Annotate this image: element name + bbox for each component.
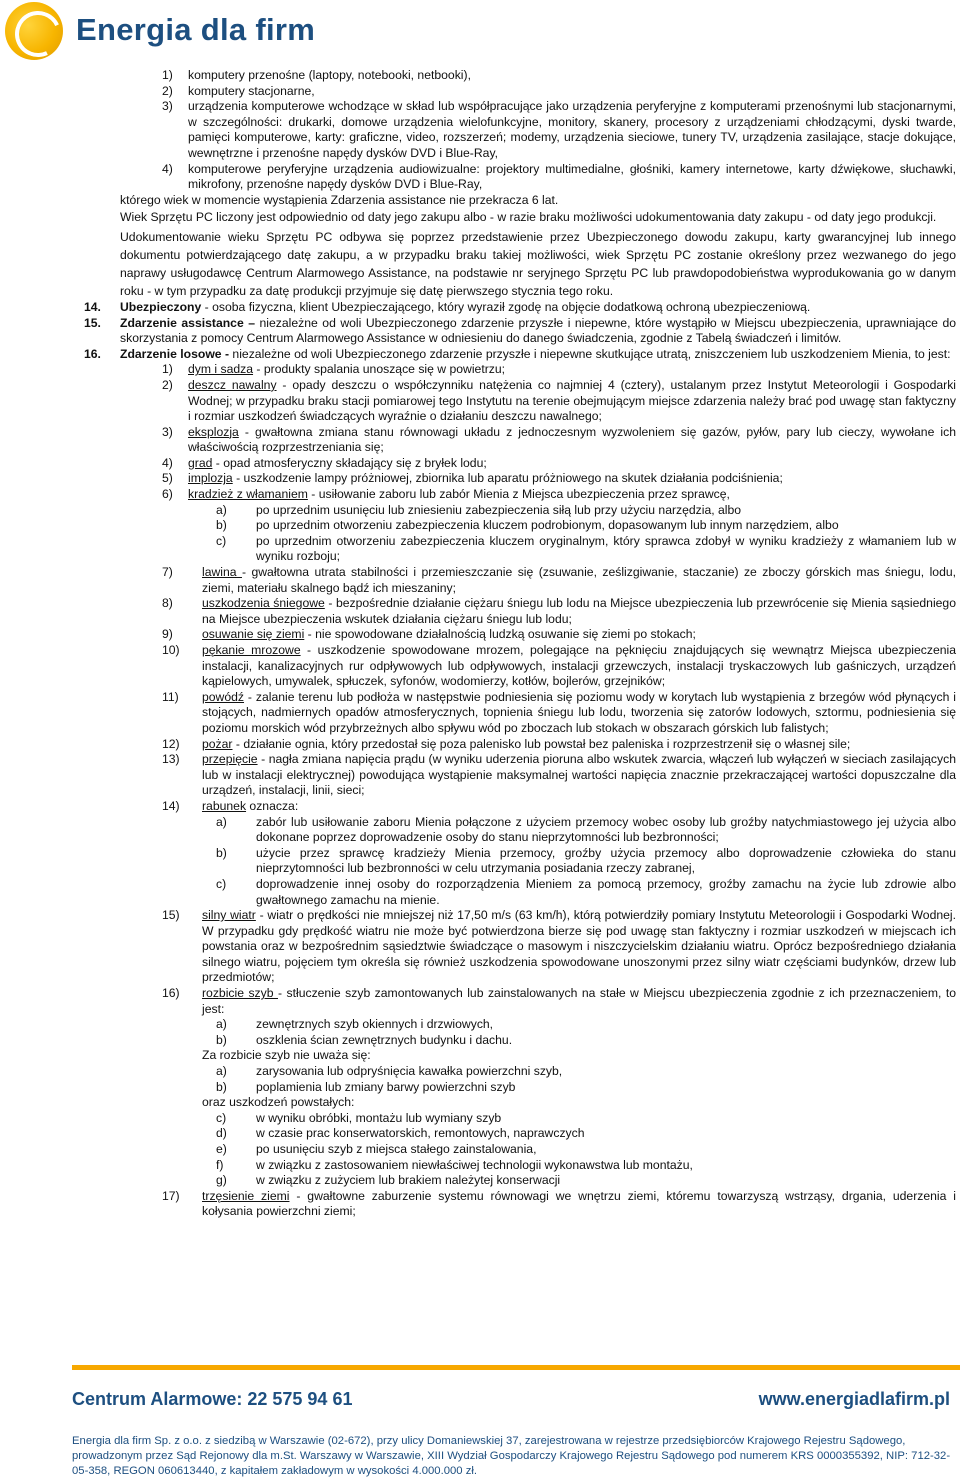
- list-item-number: b): [216, 518, 227, 533]
- definition-14: [0, 300, 960, 316]
- list-item: [0, 815, 960, 846]
- list-item: [0, 799, 960, 815]
- list-item: [0, 518, 960, 534]
- page-header: [0, 0, 960, 70]
- list-item-number: 9): [162, 627, 173, 642]
- list-item-number: 3): [162, 99, 173, 114]
- list-item-term: deszcz nawalny: [188, 377, 277, 392]
- list-item: [0, 737, 960, 753]
- list-item-number: 1): [162, 68, 173, 82]
- list-item-term: kradzież z włamaniem: [188, 487, 308, 502]
- list-item-number: 8): [162, 596, 173, 611]
- list-item-text: - opad atmosferyczny składający się z bryłek lodu;: [212, 455, 487, 470]
- footer-website-link[interactable]: www.energiadlafirm.pl: [758, 1389, 950, 1409]
- glass-damage-list: [0, 1111, 960, 1189]
- list-item: [0, 596, 960, 627]
- list-item-text: w wyniku obróbki, montażu lub wymiany szyb: [256, 1110, 502, 1125]
- list-item-text: - zalanie terenu lub podłoża w następstwie podniesienia się poziomu wody w korytach lub wystąpienia z brzegów wód płynących i stojących, nadmiernych opadów atmosferycznych, topnienia śniegu lub lodu, tworzenia się zatorów lodowych, sztormu, podniesienia się poziomu morskich wód przybrzeżnych albo spływu wód po zboczach lub stokach w obszarach górskich lub falistych;: [202, 689, 956, 735]
- list-item-term: dym i sadza: [188, 362, 254, 377]
- robbery-sublist: [0, 815, 960, 909]
- list-item-text: - gwałtowne zaburzenie systemu równowagi we wnętrzu ziemi, któremu towarzyszą wstrząsy, drgania, uderzenia i kołysania powierzchni ziemi;: [202, 1188, 956, 1219]
- list-item-text: - nagła zmiana napięcia prądu (w wyniku uderzenia pioruna albo wskutek zwarcia, włączeń lub wyłączeń w sieciach zasilających lub w instalacji elektrycznej) powodująca wystąpienie maksymalnej wartości napięcia znacznie przekraczającej wartości dopuszczalne dla urządzeń, instalacji, linii, sieci;: [202, 752, 956, 798]
- list-item: [0, 1033, 960, 1049]
- list-item: [0, 68, 960, 84]
- list-item-term: uszkodzenia śniegowe: [202, 596, 325, 611]
- list-item: [0, 1080, 960, 1096]
- list-item-text: po uprzednim usunięciu lub zniesieniu zabezpieczenia siłą lub przy użyciu narzędzia, albo: [256, 502, 742, 517]
- definition-text: - osoba fizyczna, klient Ubezpieczającego, który wyraził zgodę na objęcie dodatkową ochroną ubezpieczeniową.: [201, 299, 811, 314]
- list-item-text: w czasie prac konserwatorskich, remontowych, naprawczych: [256, 1126, 585, 1141]
- list-item-number: 2): [162, 377, 173, 392]
- list-item-term: implozja: [188, 471, 233, 486]
- glass-damage-intro: oraz uszkodzeń powstałych:: [202, 1095, 355, 1110]
- list-item-text: poplamienia lub zmiany barwy powierzchni szyb: [256, 1079, 516, 1094]
- list-item-number: b): [216, 1032, 227, 1047]
- list-item-number: g): [216, 1173, 227, 1188]
- list-item: [0, 162, 960, 193]
- glass-exclusions-list: [0, 1064, 960, 1095]
- list-item: [0, 1126, 960, 1142]
- list-item-term: pożar: [202, 736, 233, 751]
- list-item-number: 10): [162, 643, 180, 657]
- list-item-number: 3): [162, 424, 173, 439]
- list-item-number: c): [216, 1110, 227, 1125]
- list-item-number: 1): [162, 362, 173, 377]
- event-list-c: [0, 908, 960, 1017]
- list-item: [0, 752, 960, 799]
- list-item-text: - bezpośrednie działanie ciężaru śniegu lub lodu na Miejsce ubezpieczenia lub przewrócenie się Mienia sąsiedniego na Miejsce ubezpieczenia wskutek działania ciężaru śniegu lub lodu;: [202, 596, 956, 626]
- definition-number: 14.: [84, 299, 101, 314]
- list-item: [0, 565, 960, 596]
- definition-number: 16.: [84, 346, 101, 361]
- list-item-text: - nie spowodowane działalnością ludzką osuwanie się ziemi po stokach;: [304, 627, 696, 642]
- list-item-text: oznacza:: [246, 798, 299, 813]
- list-item-number: f): [216, 1157, 224, 1172]
- list-item-text: po uprzednim otworzeniu zabezpieczenia kluczem podrobionym, dopasowanym lub innym narzędziem, albo: [256, 518, 839, 533]
- list-item-text: po usunięciu szyb z miejsca stałego zainstalowania,: [256, 1142, 537, 1156]
- list-item-term: eksplozja: [188, 424, 239, 439]
- list-item: [0, 627, 960, 643]
- footer-phone: Centrum Alarmowe: 22 575 94 61: [72, 1389, 353, 1409]
- list-item-text: komputery przenośne (laptopy, notebooki, netbooki),: [188, 68, 471, 82]
- list-item-text: doprowadzenie innej osoby do rozporządzenia Mieniem za pomocą przemocy, groźby zamachu na życie lub zdrowie albo gwałtownego zamachu na mienie.: [256, 876, 956, 907]
- list-item-number: 11): [162, 689, 179, 704]
- list-item: [0, 362, 960, 378]
- list-item-number: b): [216, 1079, 227, 1094]
- list-item: [0, 643, 960, 690]
- list-item-text: urządzenia komputerowe wchodzące w skład lub współpracujące jako urządzenia peryferyjne z komputerami przenośnymi lub stacjonarnymi, w szczególności: drukarki, domowe urządzenia wielofunkcyjne, monitory, skanery, procesory z urządzeniami chłodzącymi, dyski twarde, pamięci komputerowe, karty: graficzne, video, rozszerzeń; modemy, urządzenia sieciowe, tunery TV, urządzenia zasilające, stacje dokujące, wewnętrzne i przenośne napędy dysków DVD i Blue-Ray,: [188, 99, 956, 160]
- list-item-number: 2): [162, 83, 173, 98]
- list-item-text: w związku z zastosowaniem niewłaściwej technologii wykonawstwa lub montażu,: [256, 1157, 693, 1172]
- list-item: [0, 456, 960, 472]
- list-item: [0, 487, 960, 503]
- list-item: [0, 877, 960, 908]
- list-item-term: trzęsienie ziemi: [202, 1188, 290, 1203]
- list-item-number: 7): [162, 565, 173, 580]
- list-item: [0, 471, 960, 487]
- definition-text: niezależne od woli Ubezpieczonego zdarzenie przyszłe i niepewne, które wystąpiło w Miejscu ubezpieczenia, uprawniające do skorzystania z pomocy Centrum Alarmowego Assistance w odniesieniu do danego świadczenia, zgodnie z Tabelą świadczeń i limitów.: [120, 315, 956, 346]
- list-item-number: e): [216, 1142, 227, 1156]
- definition-term: Zdarzenie assistance –: [120, 315, 256, 330]
- glass-exclusions-intro: Za rozbicie szyb nie uważa się:: [202, 1048, 371, 1063]
- glass-sublist: [0, 1017, 960, 1048]
- list-item: [0, 378, 960, 425]
- brand-name: Energia dla firm: [76, 12, 316, 47]
- list-item-number: 6): [162, 487, 173, 502]
- definition-15: [0, 316, 960, 347]
- list-item-number: 12): [162, 736, 180, 751]
- list-item-number: c): [216, 533, 227, 548]
- list-item-number: a): [216, 502, 227, 517]
- definition-term: Zdarzenie losowe -: [120, 346, 230, 361]
- list-item-text: - gwałtowna zmiana stanu równowagi układu z jednoczesnym wyzwoleniem się gazów, pyłów, pary lub cieczy, wywołane ich właściwością rozprzestrzeniania się;: [188, 424, 956, 455]
- list-item-term: rozbicie szyb: [202, 986, 278, 1001]
- list-item: [0, 84, 960, 100]
- list-item-text: - gwałtowna utrata stabilności i przemieszczanie się (zsuwanie, ześlizgiwanie, staczanie) ze zboczy górskich mas śniegu, lodu, ziemi, materiału skalnego bądź ich mieszaniny;: [202, 565, 957, 595]
- list-item-text: - produkty spalania unoszące się w powietrzu;: [253, 362, 506, 377]
- list-item: [0, 1173, 960, 1189]
- list-item-number: d): [216, 1126, 227, 1141]
- definition-number: 15.: [84, 315, 101, 330]
- definition-text: niezależne od woli Ubezpieczonego zdarzenie przyszłe i niepewne skutkujące utratą, zniszczeniem lub uszkodzeniem Mienia, to jest:: [229, 346, 951, 361]
- list-item-text: komputerowe peryferyjne urządzenia audiowizualne: projektory multimedialne, głośniki, kamery internetowe, karty dźwiękowe, słuchawki, mikrofony, przenośne napędy dysków DVD i Blue-Ray,: [188, 161, 956, 192]
- age-doc-paragraph: Udokumentowanie wieku Sprzętu PC odbywa się poprzez przedstawienie przez Ubezpieczonego dowodu zakupu, karty gwarancyjnej lub innego dokumentu potwierdzającego datę zakupu, a w przypadku braku takiej możliwości, wiek Sprzętu PC zostanie określony przez wezwanego do jego naprawy usługodawcę Centrum Alarmowego Assistance, na podstawie nr seryjnego Sprzętu PC lub prawdopodobieństwa wyprodukowania go w danym roku - w tym przypadku za datę produkcji przyjmuje się datę pierwszego stycznia tego roku.: [120, 229, 956, 298]
- list-item-text: - wiatr o prędkości nie mniejszej niż 17,50 m/s (63 km/h), którą potwierdziły pomiary Instytutu Meteorologii i Gospodarki Wodnej. W przypadku gdy prędkość wiatru nie może być potwierdzona bierze się pod uwagę stan faktyczny i rozmiar uszkodzeń w miejscach ich powstania oraz w bezpośrednim sąsiedztwie świadczące o masowym i niszczycielskim działaniu wiatru. Oprócz bezpośredniego działania silnego wiatru, pojęciem tym określa się również uszkodzenia spowodowane unoszonymi przez silny wiatr częściami budynków, drzew lub przedmiotów;: [202, 908, 957, 985]
- list-item-text: zabór lub usiłowanie zaboru Mienia połączone z użyciem przemocy wobec osoby lub groźby natychmiastowego jej użycia albo dokonane poprzez doprowadzenie osoby do stanu nieprzytomności lub bezbronności;: [256, 814, 956, 845]
- list-item: [0, 99, 960, 161]
- list-item-number: b): [216, 845, 227, 860]
- list-item-text: po uprzednim otworzeniu zabezpieczenia kluczem oryginalnym, który sprawca zdobył w wyniku kradzieży z włamaniem lub w wyniku rozboju;: [256, 533, 956, 564]
- list-item: [0, 534, 960, 565]
- list-item: [0, 1017, 960, 1033]
- list-item: [0, 908, 960, 986]
- age-calc-paragraph: Wiek Sprzętu PC liczony jest odpowiednio od daty jego zakupu albo - w razie braku możliwości udokumentowania daty zakupu - od daty jego produkcji.: [120, 210, 937, 225]
- list-item-text: w związku z zużyciem lub brakiem należytej konserwacji: [256, 1173, 561, 1188]
- list-item-number: a): [216, 1017, 227, 1032]
- event-list-a: [0, 362, 960, 502]
- list-item-text: użycie przez sprawcę kradzieży Mienia przemocy, groźby użycia przemocy albo doprowadzenie człowieka do stanu nieprzytomności lub bezbronności w celu utrzymania posiadania rzeczy zabranej,: [256, 845, 956, 876]
- footer-divider: [72, 1365, 960, 1370]
- list-item-term: powódź: [202, 689, 245, 704]
- list-item-term: grad: [188, 455, 213, 470]
- document-body: [0, 68, 960, 1220]
- list-item-term: rabunek: [202, 798, 247, 813]
- event-list-d: [0, 1189, 960, 1220]
- list-item-number: a): [216, 814, 227, 829]
- list-item: [0, 986, 960, 1017]
- list-item: [0, 846, 960, 877]
- list-item-term: silny wiatr: [202, 908, 256, 923]
- energy-logo-icon: [5, 2, 63, 60]
- definition-term: Ubezpieczony: [120, 299, 202, 314]
- list-item: [0, 1064, 960, 1080]
- list-item-term: lawina: [202, 565, 242, 580]
- list-item-text: zarysowania lub odpryśnięcia kawałka powierzchni szyb,: [256, 1064, 563, 1079]
- list-item-number: c): [216, 876, 227, 891]
- list-item-number: 16): [162, 986, 180, 1001]
- age-paragraph: którego wiek w momencie wystąpienia Zdarzenia assistance nie przekracza 6 lat.: [120, 192, 559, 207]
- list-item-number: 14): [162, 798, 180, 813]
- list-item-text: - uszkodzenie spowodowane mrozem, polegające na pęknięciu znajdujących się wewnątrz Miejsca ubezpieczenia instalacji, kanalizacyjnych rur odpływowych lub odpływowych, instalacji grzewczych, instalacji tryskaczowych lub gaśniczych, urządzeń kąpielowych, umywalek, spłuczek, syfonów, wodomierzy, kotłów, bojlerów, grzejników;: [202, 643, 956, 689]
- event-list-b: [0, 565, 960, 815]
- list-item-number: 4): [162, 161, 173, 176]
- list-item-term: pękanie mrozowe: [202, 643, 301, 657]
- footer-legal-text: Energia dla firm Sp. z o.o. z siedzibą w Warszawie (02-672), przy ulicy Domaniewskiej 37, zarejestrowana w rejestrze przedsiębiorców Krajowego Rejestru Sądowego, prowadzonym przez Sąd Rejonowy dla m.St. Warszawy w Warszawie, XIII Wydział Gospodarczy Krajowego Rejestru Sądowego pod numerem KRS 0000355392, NIP: 712-32-05-358, REGON 060613440, z kapitałem zakładowym w wysokości 4.000.000 zł.: [72, 1435, 951, 1477]
- list-item-text: - działanie ognia, który przedostał się poza palenisko lub powstał bez paleniska i rozprzestrzenił się o własnej sile;: [232, 736, 851, 751]
- definition-16: [0, 347, 960, 363]
- list-item-text: oszklenia ścian zewnętrznych budynku i dachu.: [256, 1032, 513, 1047]
- list-item-text: komputery stacjonarne,: [188, 83, 315, 98]
- list-item: [0, 1189, 960, 1220]
- list-item-number: 15): [162, 908, 180, 923]
- list-item-text: zewnętrznych szyb okiennych i drzwiowych,: [256, 1017, 494, 1032]
- list-item: [0, 1142, 960, 1158]
- burglary-sublist: [0, 503, 960, 565]
- list-item-number: 4): [162, 455, 173, 470]
- list-item-text: - stłuczenie szyb zamontowanych lub zainstalowanych na stałe w Miejscu ubezpieczenia zgodnie z ich przeznaczeniem, to jest:: [202, 986, 956, 1016]
- list-item-number: 5): [162, 471, 173, 486]
- list-item: [0, 1158, 960, 1174]
- list-item: [0, 425, 960, 456]
- page-footer: [0, 1360, 960, 1481]
- list-item: [0, 503, 960, 519]
- list-item-number: a): [216, 1064, 227, 1079]
- list-item: [0, 690, 960, 737]
- list-item-term: przepięcie: [202, 752, 258, 767]
- list-item-text: - opady deszczu o współczynniku natężenia co najmniej 4 (cztery), ustalanym przez Instytut Meteorologii i Gospodarki Wodnej; w przypadku braku stacji pomiarowej tego Instytutu na terenie obejmującym miejsce zdarzenia należy brać pod uwagę stan faktyczny i rozmiar uszkodzeń świadczących wyraźnie o działaniu deszczu nawalnego;: [188, 377, 956, 424]
- list-item-number: 13): [162, 752, 180, 767]
- list-item-text: - uszkodzenie lampy próżniowej, zbiornika lub aparatu próżniowego na skutek działania podciśnienia;: [232, 471, 783, 486]
- list-item-term: osuwanie się ziemi: [202, 627, 305, 642]
- equipment-list: [0, 68, 960, 193]
- list-item: [0, 1111, 960, 1127]
- list-item-number: 17): [162, 1188, 180, 1203]
- list-item-text: - usiłowanie zaboru lub zabór Mienia z Miejsca ubezpieczenia przez sprawcę,: [307, 487, 730, 502]
